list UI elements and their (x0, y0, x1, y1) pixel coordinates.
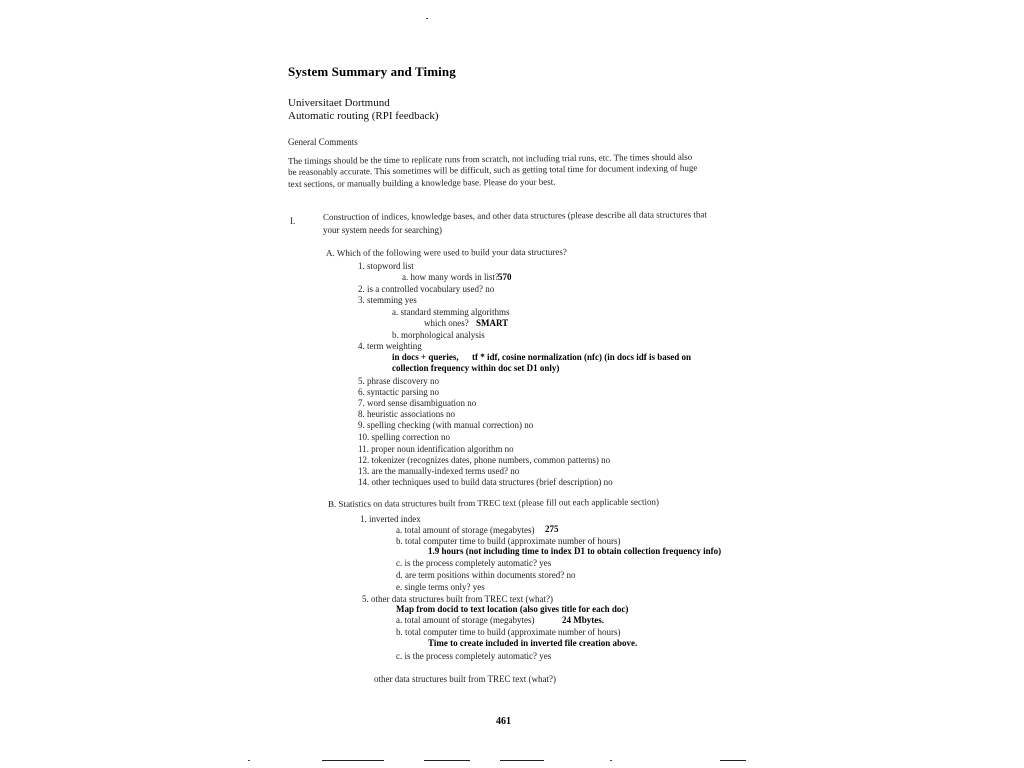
answer-value: tf * idf, cosine normalization (nfc) (in docs idf is based on (472, 352, 692, 362)
answer-value: 275 (545, 524, 559, 534)
answer-value: 1.9 hours (not including time to index D1 to obtain collection frequency info) (428, 546, 722, 556)
list-item: 9. spelling checking (with manual correction) no (358, 420, 534, 430)
footer-rule (322, 760, 384, 761)
part-a-heading: A. Which of the following were used to build your data structures? (326, 246, 567, 258)
general-comments-line: The timings should be the time to replicate runs from scratch, not including trial runs, etc. The times should also (288, 151, 693, 166)
list-item: b. total computer time to build (approximate number of hours) (396, 627, 621, 637)
list-item: other data structures built from TREC text (what?) (374, 674, 557, 684)
list-item: which ones? (424, 318, 469, 328)
list-item: 6. syntactic parsing no (358, 387, 439, 397)
part-b-heading: B. Statistics on data structures built from TREC text (please fill out each applicable section) (328, 496, 660, 509)
list-item: a. how many words in list? (402, 272, 499, 282)
list-item: a. total amount of storage (megabytes) (396, 525, 535, 535)
footer-rule (500, 760, 544, 761)
answer-value: in docs + queries, (392, 352, 459, 362)
scan-speck (426, 18, 428, 19)
scan-speck (610, 760, 612, 761)
list-item: 3. stemming yes (358, 295, 417, 305)
answer-value: 24 Mbytes. (562, 615, 604, 625)
list-item: 1. stopword list (358, 261, 414, 271)
list-item: 7. word sense disambiguation no (358, 398, 477, 408)
answer-value: 570 (498, 272, 512, 282)
list-item: 14. other techniques used to build data structures (brief description) no (358, 477, 613, 487)
general-comments-heading: General Comments (288, 137, 358, 147)
general-comments-line: be reasonably accurate. This sometimes will be difficult, such as getting total time for document indexing of huge (288, 162, 698, 177)
answer-value: Time to create included in inverted file creation above. (428, 638, 638, 648)
scan-speck (248, 760, 250, 761)
list-item: d. are term positions within documents stored? no (396, 570, 576, 580)
list-item: b. morphological analysis (392, 330, 485, 340)
section-text-line: Construction of indices, knowledge bases, and other data structures (please describe all data structures that (323, 209, 707, 222)
list-item: e. single terms only? yes (396, 582, 485, 592)
page-number: 461 (496, 716, 511, 727)
list-item: 4. term weighting (358, 341, 422, 351)
list-item: 2. is a controlled vocabulary used? no (358, 284, 495, 294)
answer-value: Map from docid to text location (also gives title for each doc) (396, 604, 629, 614)
general-comments-line: text sections, or manually building a knowledge base. Please do your best. (288, 176, 556, 189)
list-item: a. total amount of storage (megabytes) (396, 615, 535, 625)
list-item: c. is the process completely automatic? yes (396, 558, 552, 568)
answer-value: collection frequency within doc set D1 only) (392, 363, 560, 373)
list-item: a. standard stemming algorithms (392, 307, 510, 317)
list-item: 8. heuristic associations no (358, 409, 455, 419)
page-title: System Summary and Timing (288, 64, 456, 79)
answer-value: SMART (476, 318, 509, 328)
list-item: 12. tokenizer (recognizes dates, phone numbers, common patterns) no (358, 455, 611, 465)
list-item: 1. inverted index (360, 514, 421, 524)
footer-rule (720, 760, 746, 761)
list-item: c. is the process completely automatic? yes (396, 651, 552, 661)
list-item: b. total computer time to build (approximate number of hours) (396, 536, 621, 546)
section-text-line: your system needs for searching) (323, 225, 442, 235)
list-item: 13. are the manually-indexed terms used? no (358, 466, 520, 476)
section-number: I. (290, 216, 296, 226)
list-item: 5. other data structures built from TREC text (what?) (362, 594, 554, 604)
task-name: Automatic routing (RPI feedback) (288, 110, 439, 122)
list-item: 10. spelling correction no (358, 432, 450, 442)
institution-name: Universitaet Dortmund (288, 97, 390, 109)
list-item: 11. proper noun identification algorithm no (358, 444, 514, 454)
footer-rule (424, 760, 470, 761)
list-item: 5. phrase discovery no (358, 376, 439, 386)
